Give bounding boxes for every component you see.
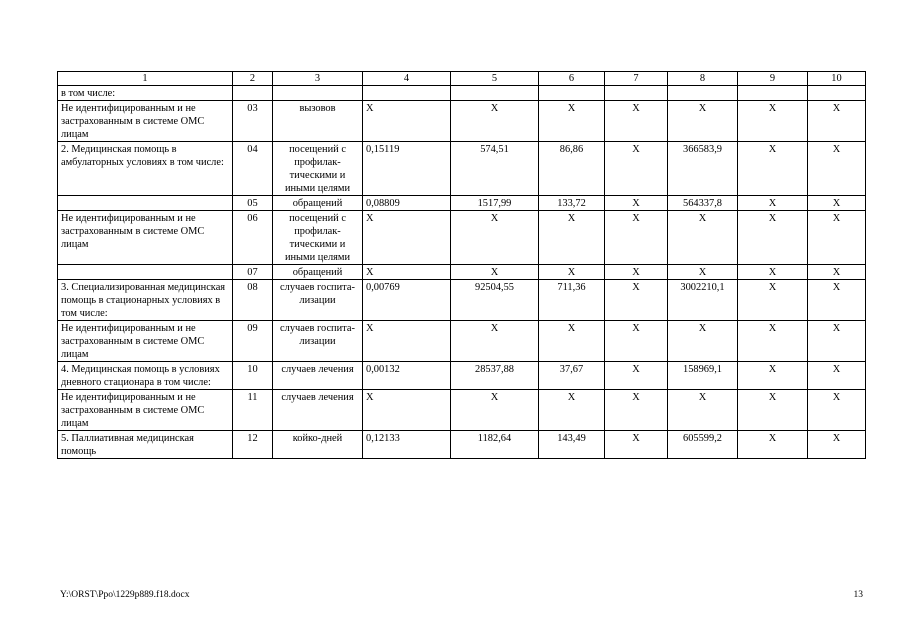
table-cell: X	[738, 280, 808, 321]
data-table	[57, 71, 866, 459]
table-cell: 1182,64	[451, 431, 539, 459]
table-row	[58, 101, 866, 142]
table-cell: 0,00769	[363, 280, 451, 321]
table-cell: 04	[233, 142, 273, 196]
column-header: 3	[273, 72, 363, 86]
table-cell: X	[738, 390, 808, 431]
table-cell: вызовов	[273, 101, 363, 142]
table-cell: 5. Паллиативная медицинская помощь	[58, 431, 233, 459]
table-cell: X	[451, 211, 539, 265]
table-cell: 07	[233, 265, 273, 280]
table-cell: X	[539, 390, 605, 431]
column-header: 4	[363, 72, 451, 86]
table-cell: 1517,99	[451, 196, 539, 211]
table-cell	[58, 196, 233, 211]
table-cell: 09	[233, 321, 273, 362]
table-cell: X	[605, 280, 668, 321]
table-cell: X	[363, 265, 451, 280]
table-cell: 10	[233, 362, 273, 390]
table-cell: X	[605, 390, 668, 431]
table-row	[58, 321, 866, 362]
table-cell: Не идентифицированным и не застрахованным в системе ОМС лицам	[58, 211, 233, 265]
table-cell: X	[668, 101, 738, 142]
table-row	[58, 280, 866, 321]
table-cell: 92504,55	[451, 280, 539, 321]
table-cell: X	[808, 321, 866, 362]
table-cell: 3. Специализированная медицинская помощь в стационарных условиях в том числе:	[58, 280, 233, 321]
table-cell: 564337,8	[668, 196, 738, 211]
table-cell: обращений	[273, 265, 363, 280]
table-cell: X	[605, 196, 668, 211]
table-row	[58, 265, 866, 280]
table-cell: 0,12133	[363, 431, 451, 459]
table-cell: X	[539, 321, 605, 362]
table-cell: X	[605, 142, 668, 196]
table-cell: X	[738, 101, 808, 142]
table-cell: Не идентифицированным и не застрахованным в системе ОМС лицам	[58, 101, 233, 142]
table-cell: X	[539, 265, 605, 280]
table-cell: 86,86	[539, 142, 605, 196]
table-cell: койко-дней	[273, 431, 363, 459]
column-header: 6	[539, 72, 605, 86]
table-cell: X	[738, 142, 808, 196]
table-cell: X	[738, 211, 808, 265]
column-header: 5	[451, 72, 539, 86]
table-cell: X	[668, 265, 738, 280]
table-cell: X	[738, 196, 808, 211]
table-cell: 0,00132	[363, 362, 451, 390]
column-header: 9	[738, 72, 808, 86]
table-cell: 574,51	[451, 142, 539, 196]
table-cell: 2. Медицинская помощь в амбулаторных условиях в том числе:	[58, 142, 233, 196]
table-cell: X	[539, 211, 605, 265]
table-cell: X	[451, 101, 539, 142]
table-cell: X	[808, 211, 866, 265]
column-header: 1	[58, 72, 233, 86]
table-cell	[605, 86, 668, 101]
table-cell: 28537,88	[451, 362, 539, 390]
column-header: 8	[668, 72, 738, 86]
table-row	[58, 196, 866, 211]
table-cell: 05	[233, 196, 273, 211]
table-cell: X	[363, 211, 451, 265]
table-cell	[451, 86, 539, 101]
table-cell: X	[363, 390, 451, 431]
table-cell: 143,49	[539, 431, 605, 459]
table-row	[58, 431, 866, 459]
table-cell: X	[808, 280, 866, 321]
table-cell: X	[451, 390, 539, 431]
table-cell: X	[738, 321, 808, 362]
table-cell: 3002210,1	[668, 280, 738, 321]
table-cell	[58, 265, 233, 280]
table-cell: X	[808, 265, 866, 280]
table-row	[58, 86, 866, 101]
table-cell: X	[738, 431, 808, 459]
table-cell: X	[808, 142, 866, 196]
column-header: 7	[605, 72, 668, 86]
table-cell: X	[808, 362, 866, 390]
table-cell: X	[808, 431, 866, 459]
table-cell: 0,15119	[363, 142, 451, 196]
table-cell: 37,67	[539, 362, 605, 390]
table-cell: X	[605, 362, 668, 390]
table-cell	[233, 86, 273, 101]
table-cell	[738, 86, 808, 101]
table-cell: X	[605, 265, 668, 280]
table-row	[58, 362, 866, 390]
table-cell: X	[605, 211, 668, 265]
table-cell: посещений с профилак- тическими и иными целями	[273, 142, 363, 196]
table-cell: X	[451, 321, 539, 362]
table-cell	[363, 86, 451, 101]
table-cell: X	[363, 321, 451, 362]
table-cell: X	[808, 196, 866, 211]
table-row	[58, 390, 866, 431]
table-cell: 4. Медицинская помощь в условиях дневного стационара в том числе:	[58, 362, 233, 390]
table-cell: X	[738, 362, 808, 390]
table-cell: посещений с профилак- тическими и иными целями	[273, 211, 363, 265]
header-row	[58, 72, 866, 86]
table-cell: 158969,1	[668, 362, 738, 390]
table-cell	[273, 86, 363, 101]
table-cell: 08	[233, 280, 273, 321]
table-cell: 0,08809	[363, 196, 451, 211]
table-cell: Не идентифицированным и не застрахованным в системе ОМС лицам	[58, 390, 233, 431]
table-cell	[539, 86, 605, 101]
table-cell: в том числе:	[58, 86, 233, 101]
table-cell: 605599,2	[668, 431, 738, 459]
table-cell: Не идентифицированным и не застрахованным в системе ОМС лицам	[58, 321, 233, 362]
table-cell: случаев госпита- лизации	[273, 321, 363, 362]
table-cell: X	[605, 321, 668, 362]
table-cell: X	[539, 101, 605, 142]
table-cell: X	[808, 101, 866, 142]
table-cell: X	[451, 265, 539, 280]
table-cell: случаев лечения	[273, 390, 363, 431]
column-header: 2	[233, 72, 273, 86]
table-cell: X	[668, 211, 738, 265]
table-cell: случаев госпита- лизации	[273, 280, 363, 321]
table-cell: X	[668, 390, 738, 431]
table-cell	[808, 86, 866, 101]
table-cell: X	[738, 265, 808, 280]
table-row	[58, 211, 866, 265]
table-row	[58, 142, 866, 196]
table-cell: случаев лечения	[273, 362, 363, 390]
table-cell: X	[808, 390, 866, 431]
table-cell: обращений	[273, 196, 363, 211]
table-cell: 133,72	[539, 196, 605, 211]
page-number: 13	[853, 590, 863, 600]
table-cell	[668, 86, 738, 101]
column-header: 10	[808, 72, 866, 86]
table-cell: X	[668, 321, 738, 362]
footer-file-path: Y:\ORST\Ppo\1229p889.f18.docx	[60, 590, 190, 600]
table-cell: X	[363, 101, 451, 142]
table-cell: 03	[233, 101, 273, 142]
table-cell: X	[605, 431, 668, 459]
table-cell: 366583,9	[668, 142, 738, 196]
table-cell: 06	[233, 211, 273, 265]
table-cell: X	[605, 101, 668, 142]
table-cell: 11	[233, 390, 273, 431]
table-cell: 12	[233, 431, 273, 459]
table-cell: 711,36	[539, 280, 605, 321]
